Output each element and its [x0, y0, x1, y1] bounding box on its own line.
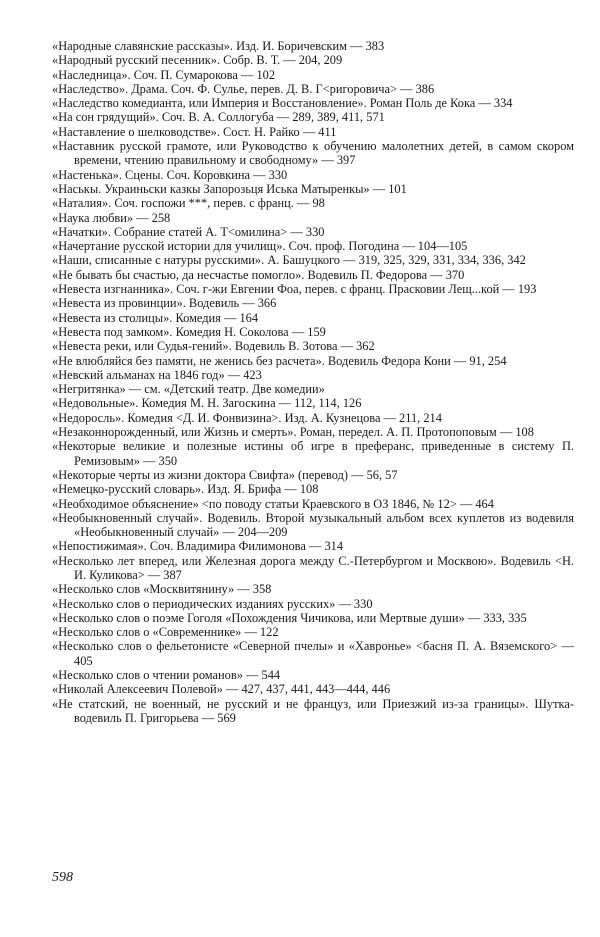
index-entry: «Наставник русской грамоте, или Руководство к обучению малолетних детей, в самом скором времени, чтению правильному и свободному» — 397: [52, 139, 574, 168]
index-entry: «Народный русский песенник». Собр. В. Т. — 204, 209: [52, 53, 343, 68]
index-entry: «Немецко-русский словарь». Изд. Я. Брифа — 108: [52, 482, 319, 497]
index-entry: «Необыкновенный случай». Водевиль. Второй музыкальный альбом всех куплетов из водевиля «Необыкновенный случай» — 204—209: [52, 510, 574, 540]
index-entry: «Настенька». Сцены. Соч. Коровкина — 330: [52, 167, 288, 182]
index-entry: «Незаконнорожденный, или Жизнь и смерть». Роман, передел. А. П. Протопоповым — 108: [52, 425, 534, 440]
index-entry: «Невеста из столицы». Комедия — 164: [52, 310, 259, 325]
index-entry: «Негритянка» — см. «Детский театр. Две комедии»: [52, 382, 325, 397]
index-entry: «Несколько лет вперед, или Железная дорога между С.-Петербургом и Москвою». Водевиль <Н. И. Куликова> — 387: [52, 553, 574, 582]
index-entry: «Наталия». Соч. госпожи ***, перев. с франц. — 98: [52, 196, 325, 211]
index-entry: «Невеста под замком». Комедия Н. Соколова — 159: [52, 324, 326, 339]
index-entry: «Некоторые великие и полезные истины об игре в преферанс, приведенные в систему П. Ремизовым» — 350: [52, 439, 574, 468]
index-entry: «Невеста реки, или Судья-гений». Водевиль В. Зотова — 362: [52, 339, 375, 354]
index-entry: «Наследница». Соч. П. Сумарокова — 102: [52, 67, 276, 82]
index-entry: «Наука любви» — 258: [52, 210, 171, 225]
index-entry: «Невеста из провинции». Водевиль — 366: [52, 296, 277, 311]
index-entry: «Начертание русской истории для училищ». Соч. проф. Погодина — 104—105: [52, 239, 468, 254]
index-entry: «Несколько слов о фельетонисте «Северной пчелы» и «Хавронье» <басня П. А. Вяземского> — 405: [52, 639, 574, 668]
index-entry: «Народные славянские рассказы». Изд. И. Боричевским — 383: [52, 39, 385, 53]
index-entry: «Начатки». Собрание статей А. Т<омилина> — 330: [52, 224, 325, 239]
index-entry: «Не влюбляйся без памяти, не женись без расчета». Водевиль Федора Кони — 91, 254: [52, 353, 507, 368]
index-entry: «Наськы. Украиньски казкы Запорозьця Иська Матыренкы» — 101: [52, 181, 407, 196]
index-entry: «Несколько слов «Москвитянину» — 358: [52, 582, 272, 597]
index-entry: «Наследство». Драма. Соч. Ф. Сулье, перев. Д. В. Г<ригоровича> — 386: [52, 81, 435, 96]
index-entry: «Недовольные». Комедия М. Н. Загоскина — 112, 114, 126: [52, 396, 362, 411]
page-number: 598: [52, 870, 73, 885]
index-entry: «Наследство комедианта, или Империя и Восстановление». Роман Поль де Кока — 334: [52, 96, 513, 111]
index-entry: «Наши, списанные с натуры русскими». А. Башуцкого — 319, 325, 329, 331, 334, 336, 342: [52, 253, 526, 268]
index-entry: «Не бывать бы счастью, да несчастье помогло». Водевиль П. Федорова — 370: [52, 267, 465, 282]
index-entry-list: [52, 39, 574, 725]
index-entry: «Наставление о шелководстве». Сост. Н. Райко — 411: [52, 124, 337, 139]
index-entry: «Необходимое объяснение» <по поводу статьи Краевского в ОЗ 1846, № 12> — 464: [52, 496, 494, 511]
index-entry: «Несколько слов о периодических изданиях русских» — 330: [52, 596, 373, 611]
index-entry: «Николай Алексеевич Полевой» — 427, 437, 441, 443—444, 446: [52, 682, 391, 697]
index-entry: «На сон грядущий». Соч. В. А. Соллогуба — 289, 389, 411, 571: [52, 110, 385, 125]
index-entry: «Невеста изгнанника». Соч. г-жи Евгении Фоа, перев. с франц. Прасковии Лещ...кой — 193: [52, 282, 537, 297]
index-entry: «Некоторые черты из жизни доктора Свифта» (перевод) — 56, 57: [52, 467, 398, 482]
index-entry: «Несколько слов о поэме Гоголя «Похождения Чичикова, или Мертвые души» — 333, 335: [52, 610, 527, 625]
index-entry: «Несколько слов о «Современнике» — 122: [52, 625, 279, 640]
index-entry: «Не статский, не военный, не русский и не француз, или Приезжий из-за границы». Шутка-водевиль П. Григорьева — 569: [52, 696, 574, 725]
index-entry: «Непостижимая». Соч. Владимира Филимонова — 314: [52, 539, 344, 554]
index-entry: «Невский альманах на 1846 год» — 423: [52, 367, 262, 382]
index-entry: «Недоросль». Комедия <Д. И. Фонвизина>. Изд. А. Кузнецова — 211, 214: [52, 410, 442, 425]
index-entry: «Несколько слов о чтении романов» — 544: [52, 668, 281, 683]
